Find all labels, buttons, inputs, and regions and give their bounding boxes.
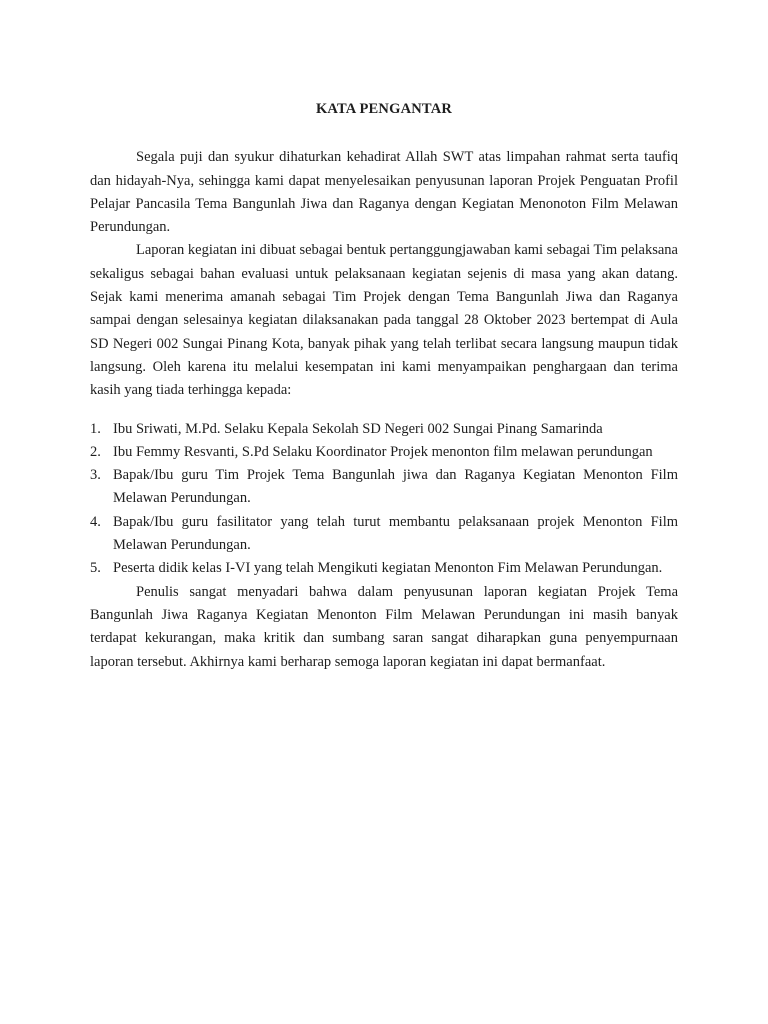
list-item: [90, 464, 678, 511]
list-item: [90, 557, 678, 580]
list-item: [90, 441, 678, 464]
list-item-number: 1.: [90, 420, 101, 437]
list-item-text: Peserta didik kelas I-VI yang telah Mengikuti kegiatan Menonton Fim Melawan Perundungan.: [113, 560, 663, 577]
list-item-text: Ibu Femmy Resvanti, S.Pd Selaku Koordinator Projek menonton film melawan perundungan: [113, 443, 653, 460]
list-item-number: 3.: [90, 467, 101, 484]
list-item-number: 4.: [90, 513, 101, 530]
list-item-text: Bapak/Ibu guru Tim Projek Tema Bangunlah jiwa dan Raganya Kegiatan Menonton Film Melawan Perundungan.: [113, 467, 678, 507]
paragraph-closing: Penulis sangat menyadari bahwa dalam penyusunan laporan kegiatan Projek Tema Bangunlah Jiwa Raganya Kegiatan Menonton Film Melawan Perundungan ini masih banyak terdapat kekurangan, maka kritik dan sumbang saran sangat diharapkan guna penyempurnaan laporan tersebut. Akhirnya kami berharap semoga laporan kegiatan ini dapat bermanfaat.: [90, 583, 678, 670]
list-item-text: Ibu Sriwati, M.Pd. Selaku Kepala Sekolah SD Negeri 002 Sungai Pinang Samarinda: [113, 420, 603, 437]
list-item-text: Bapak/Ibu guru fasilitator yang telah turut membantu pelaksanaan projek Menonton Film Melawan Perundungan.: [113, 513, 678, 554]
paragraph-report: Laporan kegiatan ini dibuat sebagai bentuk pertanggungjawaban kami sebagai Tim pelaksana sekaligus sebagai bahan evaluasi untuk pelaksanaan kegiatan sejenis di masa yang akan datang. Sejak kami menerima amanah sebagai Tim Projek dengan Tema Bangunlah Jiwa dan Raganya sampai dengan selesainya kegiatan dilaksanakan pada tanggal 28 Oktober 2023 bertempat di Aula SD Negeri 002 Sungai Pinang Kota, banyak pihak yang telah terlibat secara langsung maupun tidak langsung. Oleh karena itu melalui kesempatan ini kami menyampaikan penghargaan dan terima kasih yang tiada terhingga kepada:: [90, 242, 678, 399]
paragraph-opening: Segala puji dan syukur dihaturkan kehadirat Allah SWT atas limpahan rahmat serta taufiq dan hidayah-Nya, sehingga kami dapat menyelesaikan penyusunan laporan Projek Penguatan Profil Pelajar Pancasila Tema Bangunlah Jiwa dan Raganya dengan Kegiatan Menonoton Film Melawan Perundungan.: [90, 149, 678, 236]
acknowledgement-list: [90, 418, 678, 581]
list-item-number: 5.: [90, 560, 101, 577]
list-item: [90, 418, 678, 441]
page-title: KATA PENGANTAR: [315, 101, 453, 117]
list-item-number: 2.: [90, 443, 101, 460]
list-item: [90, 511, 678, 558]
document-page: [90, 98, 678, 674]
